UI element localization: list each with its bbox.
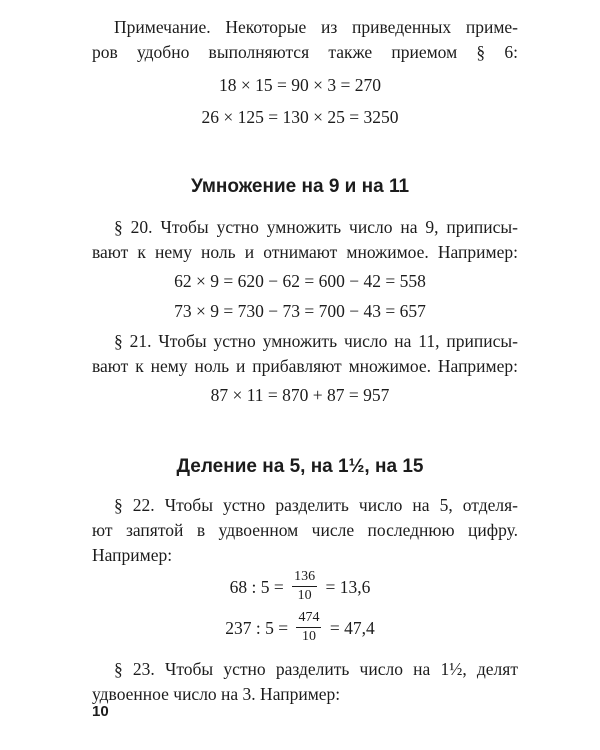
p23-line-1: § 23. Чтобы устно разделить число на 1½, делят <box>114 659 518 679</box>
note-line-1: Примечание. Некоторые из приведенных приме- <box>114 17 518 37</box>
f2-fraction <box>296 610 321 645</box>
f2-denominator: 10 <box>301 629 316 644</box>
p20-line-2: вают к нему ноль и отнимают множимое. Например: <box>92 242 518 262</box>
note-formula-2: 26 × 125 = 130 × 25 = 3250 <box>201 107 399 127</box>
section-heading-divide: Деление на 5, на 1½, на 15 <box>176 456 424 477</box>
f2-right: = 47,4 <box>325 617 375 638</box>
p22-line-1: § 22. Чтобы устно разделить число на 5, отделя- <box>114 495 518 515</box>
f1-left: 68 : 5 = <box>229 576 289 597</box>
p21-line-2: вают к нему ноль и прибавляют множимое. Например: <box>92 356 518 376</box>
note-formula-1: 18 × 15 = 90 × 3 = 270 <box>219 75 381 95</box>
f1-denominator: 10 <box>297 588 312 603</box>
p22-formula-1 <box>0 569 600 604</box>
f1-right: = 13,6 <box>321 576 371 597</box>
f1-fraction <box>292 569 317 604</box>
f2-left: 237 : 5 = <box>225 617 293 638</box>
p22-formula-2 <box>0 610 600 645</box>
p20-formula-1: 62 × 9 = 620 − 62 = 600 − 42 = 558 <box>174 271 426 291</box>
f2-fraction-bar <box>296 627 321 628</box>
p20-line-1: § 20. Чтобы устно умножить число на 9, приписы- <box>114 217 518 237</box>
section-heading-multiply: Умножение на 9 и на 11 <box>190 176 410 197</box>
page-number: 10 <box>92 703 109 720</box>
p20-formula-2: 73 × 9 = 730 − 73 = 700 − 43 = 657 <box>174 301 426 321</box>
p22-line-2: ют запятой в удвоенном числе последнюю цифру. <box>92 520 518 540</box>
note-line-2: ров удобно выполняются также приемом § 6: <box>92 42 518 62</box>
f1-fraction-bar <box>292 586 317 587</box>
f2-numerator: 474 <box>298 610 320 625</box>
p23-line-2: удвоенное число на 3. Например: <box>92 684 341 704</box>
f1-numerator: 136 <box>294 569 316 584</box>
p21-formula: 87 × 11 = 870 + 87 = 957 <box>210 385 390 405</box>
p22-line-3: Например: <box>92 545 173 565</box>
p21-line-1: § 21. Чтобы устно умножить число на 11, приписы- <box>114 331 518 351</box>
